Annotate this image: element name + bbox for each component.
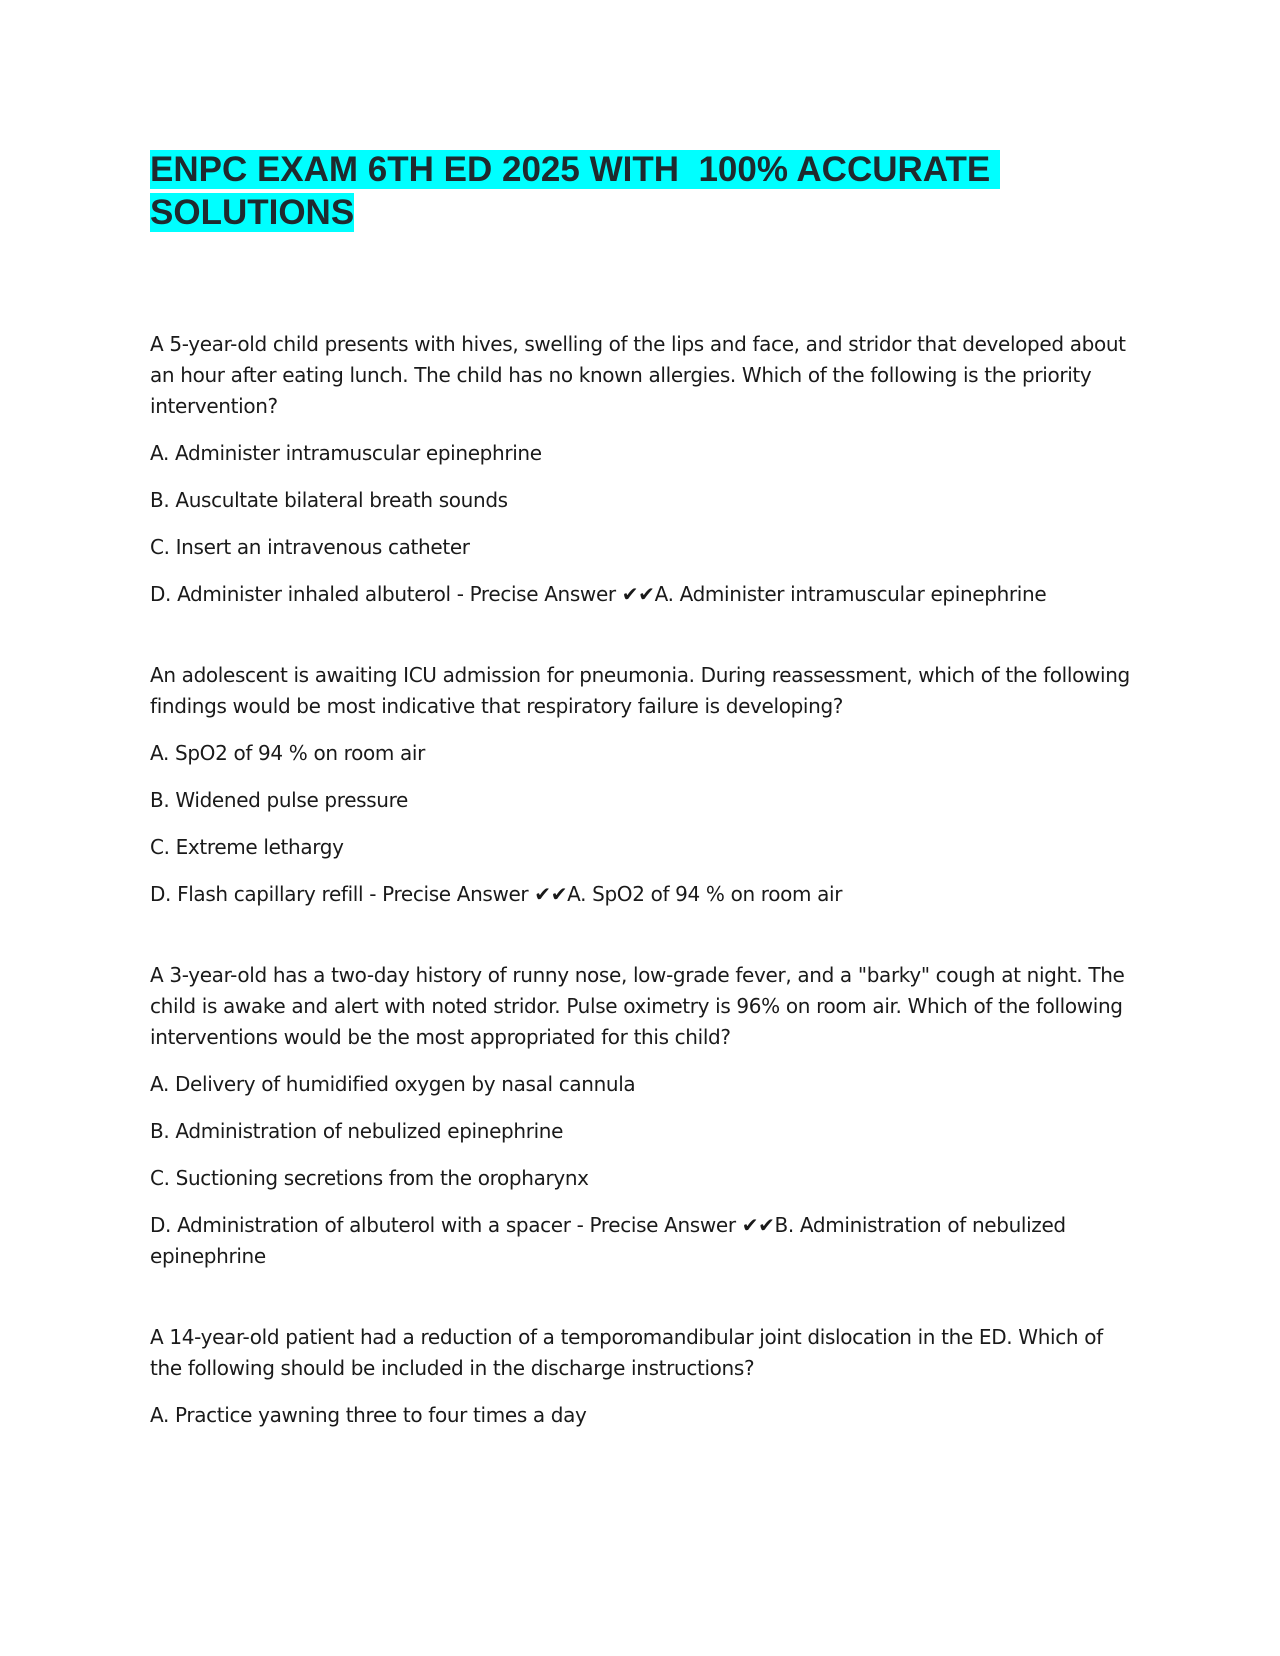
answer-option-b: B. Auscultate bilateral breath sounds: [150, 488, 508, 512]
answer-option-c: C. Extreme lethargy: [150, 835, 344, 859]
answer-option-c: C. Suctioning secretions from the oropharynx: [150, 1166, 589, 1190]
answer-option-b: B. Widened pulse pressure: [150, 788, 409, 812]
answer-option-a: A. SpO2 of 94 % on room air: [150, 741, 426, 765]
question-1: [150, 329, 1140, 610]
answer-option-a: A. Practice yawning three to four times a day: [150, 1403, 587, 1427]
document-title-text: ENPC EXAM 6TH ED 2025 WITH 100% ACCURATE SOLUTIONS: [150, 150, 1000, 232]
answer-option-d-with-answer: D. Flash capillary refill - Precise Answer ✔✔A. SpO2 of 94 % on room air: [150, 882, 843, 906]
question-stem: A 14-year-old patient had a reduction of a temporomandibular joint dislocation in the ED. Which of the following should be included in the discharge instructions?: [150, 1325, 1103, 1380]
question-stem: A 5-year-old child presents with hives, swelling of the lips and face, and stridor that developed about an hour after eating lunch. The child has no known allergies. Which of the following is the priority intervention?: [150, 332, 1126, 418]
question-4: [150, 1322, 1140, 1431]
document-content: [150, 148, 1140, 1447]
answer-option-a: A. Delivery of humidified oxygen by nasal cannula: [150, 1072, 636, 1096]
answer-option-d-with-answer: D. Administration of albuterol with a spacer - Precise Answer ✔✔B. Administration of nebulized epinephrine: [150, 1213, 1066, 1268]
answer-option-b: B. Administration of nebulized epinephrine: [150, 1119, 564, 1143]
document-title: [150, 148, 1140, 234]
answer-option-a: A. Administer intramuscular epinephrine: [150, 441, 542, 465]
question-stem: A 3-year-old has a two-day history of runny nose, low-grade fever, and a "barky" cough at night. The child is awake and alert with noted stridor. Pulse oximetry is 96% on room air. Which of the following interventions would be the most appropriated for this child?: [150, 963, 1125, 1049]
question-stem: An adolescent is awaiting ICU admission for pneumonia. During reassessment, which of the following findings would be most indicative that respiratory failure is developing?: [150, 663, 1130, 718]
question-3: [150, 960, 1140, 1272]
answer-option-d-with-answer: D. Administer inhaled albuterol - Precise Answer ✔✔A. Administer intramuscular epinephrine: [150, 582, 1047, 606]
question-2: [150, 660, 1140, 910]
answer-option-c: C. Insert an intravenous catheter: [150, 535, 470, 559]
